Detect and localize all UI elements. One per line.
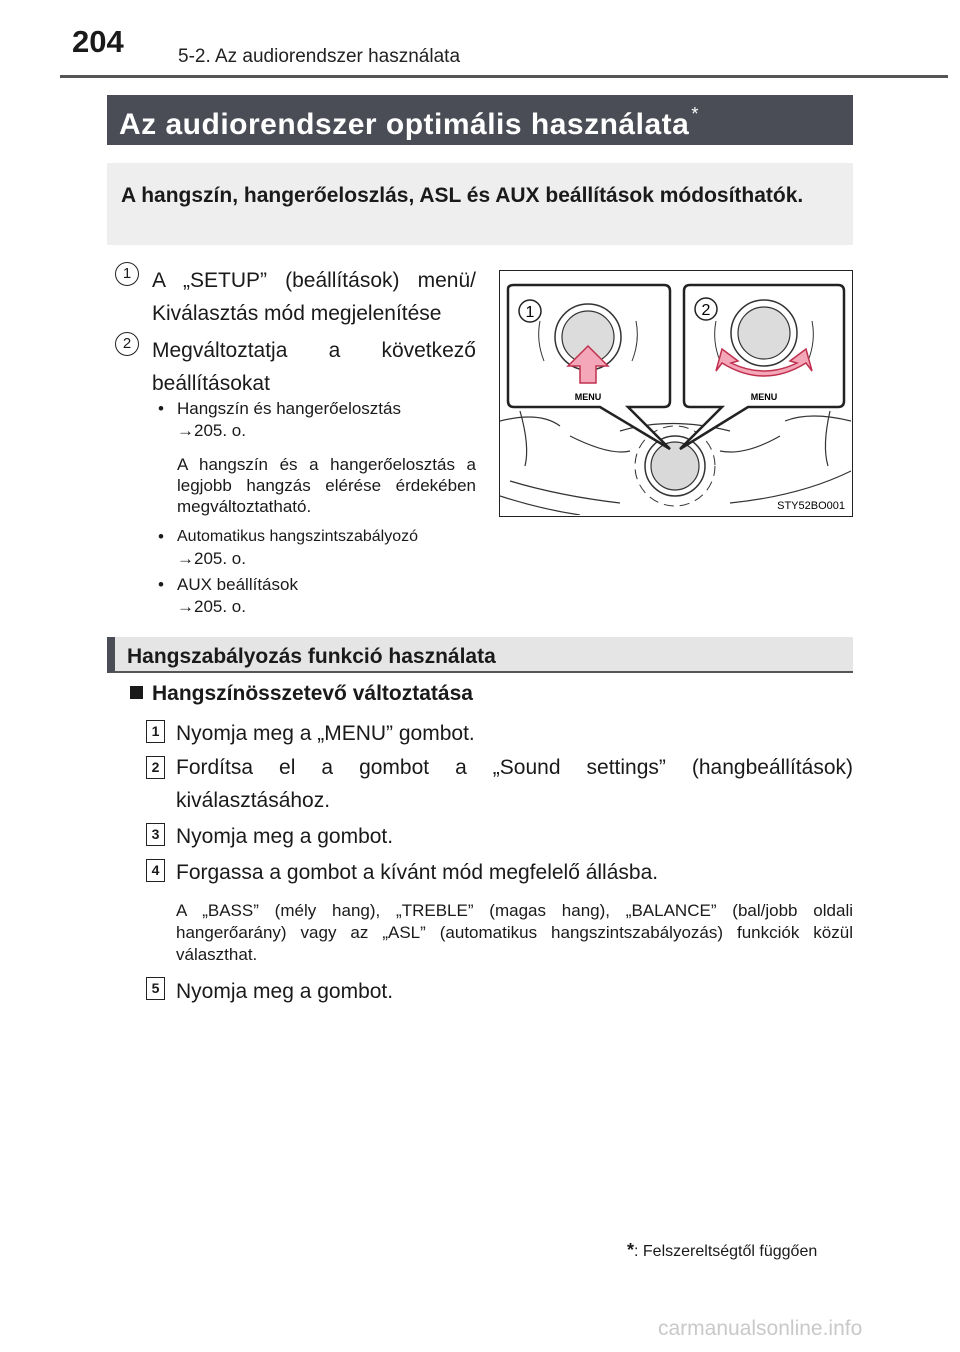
section-heading (107, 637, 853, 673)
bullet-asl (158, 526, 476, 570)
page-title (107, 95, 853, 145)
bullet-tone-balance (158, 398, 476, 442)
audio-knob-illustration (500, 271, 851, 515)
bullet-dot: • (158, 527, 164, 546)
figure-label-2: 2 (701, 302, 711, 319)
menu-label-left: MENU (574, 392, 602, 402)
title-asterisk: * (691, 104, 699, 124)
step-1-number: 1 (146, 720, 165, 743)
step-4-number: 4 (146, 859, 165, 882)
header-rule (60, 75, 948, 78)
page-reference[interactable]: →205. o. (177, 421, 246, 440)
page-reference[interactable]: →205. o. (177, 597, 246, 616)
footnote (627, 1240, 817, 1261)
bullet-dot: • (158, 399, 164, 418)
callout-2-number: 2 (115, 332, 139, 356)
audio-control-figure (499, 270, 853, 517)
callout-1-text: A „SETUP” (beállítások) menü/ Kiválasztás mód megjelenítése (152, 269, 476, 325)
watermark: carmanualsonline.info (658, 1317, 863, 1340)
bullet-label: Automatikus hangszintszabályozó (177, 528, 419, 545)
figure-code: STY52BO001 (777, 500, 845, 512)
bullet-dot: • (158, 575, 164, 594)
bullet-label: AUX beállítások (177, 575, 298, 594)
figure-label-1: 1 (525, 304, 535, 321)
square-bullet-icon (130, 686, 143, 699)
bullet-note: A hangszín és a hangerőelosztás a legjobb hangzás elérése érdekében megváltoztatható. (177, 455, 476, 516)
step-5-number: 5 (146, 977, 165, 1000)
step-4-note: A „BASS” (mély hang), „TREBLE” (magas hang), „BALANCE” (bal/jobb oldali hangerőarány) vagy az „ASL” (automatikus hangszintszabályozás) funkciók közül választhat. (176, 901, 853, 964)
menu-label-right: MENU (750, 392, 778, 402)
footnote-asterisk: * (627, 1240, 635, 1260)
step-1-text: Nyomja meg a „MENU” gombot. (176, 722, 475, 745)
bullet-label: Hangszín és hangerőelosztás (177, 399, 401, 418)
running-header: 5-2. Az audiorendszer használata (178, 46, 461, 67)
footnote-text: : Felszereltségtől függően (634, 1243, 818, 1260)
section-heading-text: Hangszabályozás funkció használata (127, 645, 496, 668)
page-reference[interactable]: →205. o. (177, 549, 246, 568)
menu-knob-right (738, 307, 790, 359)
page-title-text: Az audiorendszer optimális használata (119, 108, 690, 141)
step-3-text: Nyomja meg a gombot. (176, 825, 394, 848)
step-2-number: 2 (146, 756, 165, 779)
callout-2-text: Megváltoztatja a következő beállításokat (152, 339, 476, 395)
step-4-text: Forgassa a gombot a kívánt mód megfelelő állásba. (176, 861, 659, 884)
page-number: 204 (72, 24, 124, 59)
intro-text: A hangszín, hangerőeloszlás, ASL és AUX beállítások módosíthatók. (121, 184, 804, 207)
bullet-aux (158, 574, 476, 618)
intro-box (107, 163, 853, 245)
callout-1-number: 1 (115, 262, 139, 286)
sub-heading (130, 682, 473, 706)
step-3-number: 3 (146, 823, 165, 846)
step-2-text: Fordítsa el a gombot a „Sound settings” (hangbeállítások) kiválasztásához. (176, 756, 853, 812)
sub-heading-text: Hangszínösszetevő változtatása (152, 682, 473, 705)
step-5-text: Nyomja meg a gombot. (176, 980, 394, 1003)
